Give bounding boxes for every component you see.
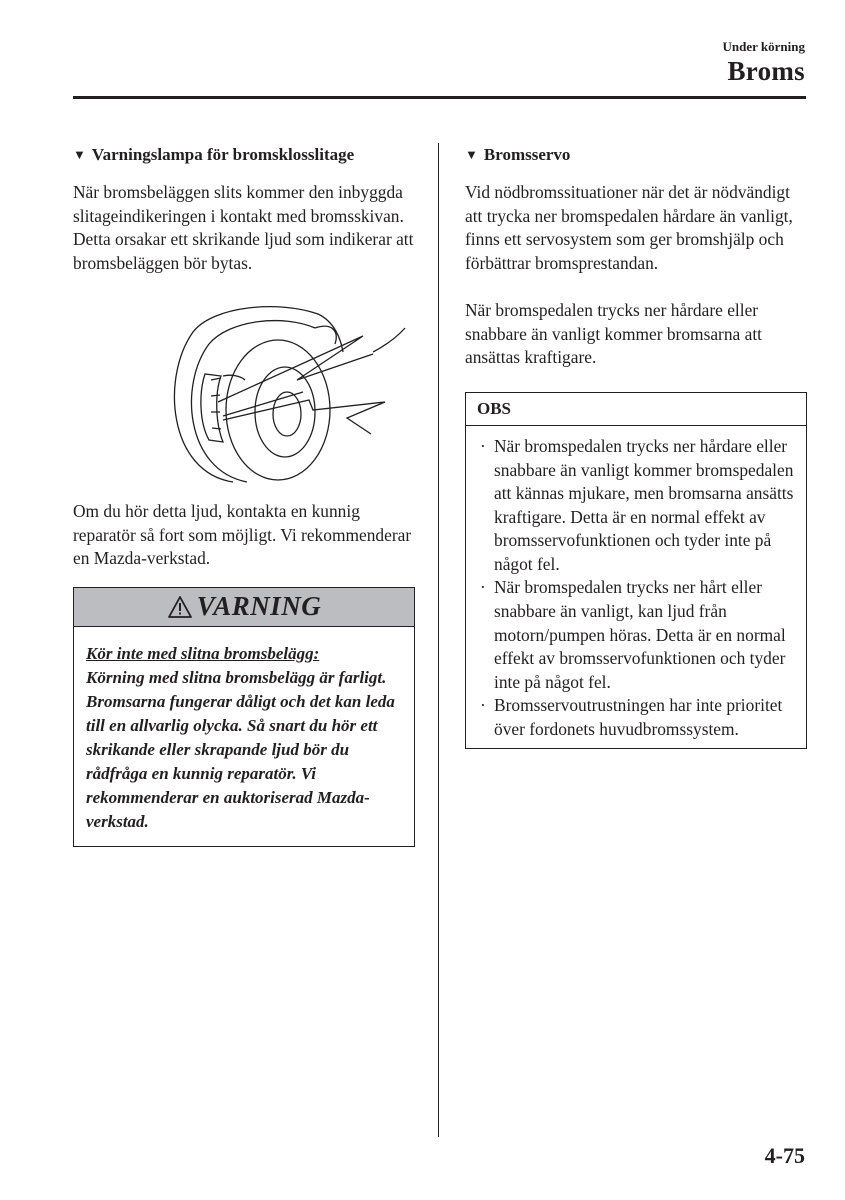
- servo-paragraph-1: Vid nödbromssituationer när det är nödvändigt att trycka ner bromspedalen hårdare än vanligt, finns ett servosystem som ger bromshjälp och förbättrar bromsprestandan.: [465, 182, 793, 274]
- note-header: OBS: [466, 393, 806, 426]
- warning-text: Körning med slitna bromsbelägg är farligt. Bromsarna fungerar dåligt och det kan leda till en allvarlig olycka. Så snart du hör ett skrikande eller skrapande ljud bör du rådfråga en kunnig reparatör. Vi rekommenderar en auktoriserad Mazda-verkstad.: [86, 667, 395, 831]
- warning-label: VARNING: [196, 591, 322, 622]
- warning-box: [73, 587, 415, 847]
- left-column: [73, 143, 415, 847]
- warning-body: [74, 627, 414, 846]
- note-item: · När bromspedalen trycks ner hårt eller snabbare än vanligt, kan ljud från motorn/pumpen höras. Detta är en normal effekt av bromsservofunktionen och tyder inte på något fel.: [480, 576, 796, 694]
- right-column: [465, 143, 807, 749]
- brake-wear-indicator-illustration: [73, 292, 415, 488]
- note-item: · När bromspedalen trycks ner hårdare eller snabbare än vanligt kommer bromspedalen att kännas mjukare, men bromsarna ansätts kraftigare. Detta är en normal effekt av bromsservofunktionen och tyder inte på något fel.: [480, 435, 796, 577]
- section-heading-text: Varningslampa för bromsklosslitage: [91, 145, 355, 164]
- page-title: Broms: [727, 56, 805, 86]
- note-box: [465, 392, 807, 749]
- warning-header: [74, 588, 414, 627]
- page-number: 4-75: [764, 1143, 805, 1168]
- header-section-label: Under körning: [722, 39, 805, 54]
- section-heading-brake-servo: [465, 143, 807, 167]
- note-item-text: När bromspedalen trycks ner hårt eller snabbare än vanligt, kan ljud från motorn/pumpen höras. Detta är en normal effekt av bromsservofunktionen och tyder inte på något fel.: [494, 577, 786, 692]
- section-heading-text: Bromsservo: [483, 145, 571, 164]
- column-divider: [438, 143, 439, 1137]
- note-item-text: Bromsservoutrustningen har inte prioritet över fordonets huvudbromssystem.: [494, 695, 783, 740]
- warning-triangle-icon: [167, 595, 193, 619]
- note-item-text: När bromspedalen trycks ner hårdare eller snabbare än vanligt kommer bromspedalen att kännas mjukare, men bromsarna ansätts kraftigare. Detta är en normal effekt av bromsservofunktionen och tyder inte på något fel.: [494, 435, 794, 574]
- servo-paragraph-2: När bromspedalen trycks ner hårdare eller snabbare än vanligt kommer bromsarna att ansättas kraftigare.: [465, 299, 762, 368]
- section-heading-brake-wear: [73, 143, 415, 167]
- triangle-down-icon: ▼: [465, 147, 478, 162]
- note-body: [466, 426, 806, 748]
- warning-lead: Kör inte med slitna bromsbelägg:: [86, 643, 320, 663]
- brake-wear-paragraph: När bromsbeläggen slits kommer den inbyggda slitageindikeringen i kontakt med bromsskivan. Detta orsakar ett skrikande ljud som indikerar att bromsbeläggen bör bytas.: [73, 182, 414, 274]
- contact-workshop-paragraph: Om du hör detta ljud, kontakta en kunnig reparatör så fort som möjligt. Vi rekommenderar en Mazda-verkstad.: [73, 500, 412, 569]
- note-item: · Bromsservoutrustningen har inte prioritet över fordonets huvudbromssystem.: [480, 694, 796, 741]
- header-rule: [73, 96, 806, 99]
- triangle-down-icon: ▼: [73, 147, 86, 162]
